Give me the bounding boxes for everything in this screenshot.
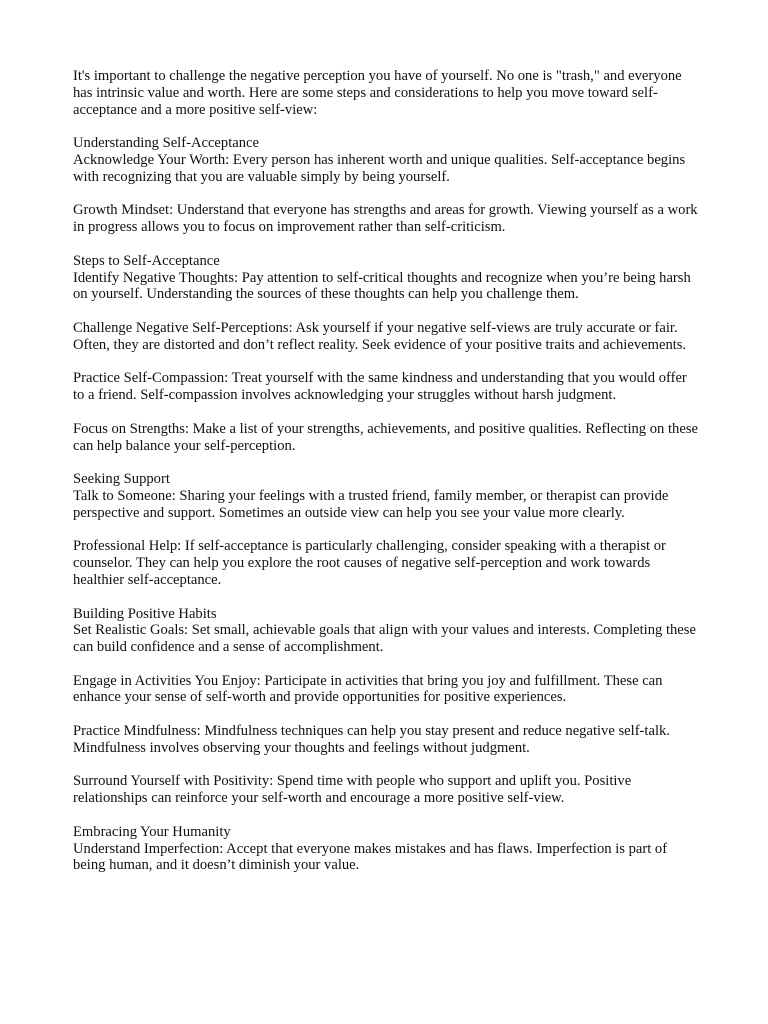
section-paragraph: Surround Yourself with Positivity: Spend time with people who support and uplift you. Positive relationships can reinforce your self-worth and encourage a more positive self-view. <box>73 773 632 807</box>
section-paragraph: Focus on Strengths: Make a list of your strengths, achievements, and positive qualities. Reflecting on these can help balance your self-perception. <box>73 420 698 454</box>
section-paragraph: Engage in Activities You Enjoy: Participate in activities that bring you joy and fulfillment. These can enhance your sense of self-worth and provide opportunities for positive experiences. <box>73 672 663 706</box>
section-paragraph: Set Realistic Goals: Set small, achievable goals that align with your values and interests. Completing these can build confidence and a sense of accomplishment. <box>73 622 696 656</box>
section-paragraph: Challenge Negative Self-Perceptions: Ask yourself if your negative self-views are truly accurate or fair. Often, they are distorted and don’t reflect reality. Seek evidence of your positive traits and achievements. <box>73 319 687 353</box>
section-paragraph: Professional Help: If self-acceptance is particularly challenging, consider speaking with a therapist or counselor. They can help you explore the root causes of negative self-perception and work towards healthier self-acceptance. <box>73 538 666 588</box>
section-paragraph: Understand Imperfection: Accept that everyone makes mistakes and has flaws. Imperfection is part of being human, and it doesn’t diminish your value. <box>73 840 668 874</box>
section-heading: Understanding Self-Acceptance <box>73 135 259 152</box>
section-paragraph: Practice Mindfulness: Mindfulness techniques can help you stay present and reduce negative self-talk. Mindfulness involves observing your thoughts and feelings without judgment. <box>73 723 670 756</box>
section-heading: Building Positive Habits <box>73 605 217 622</box>
section-paragraph: Identify Negative Thoughts: Pay attention to self-critical thoughts and recognize when you’re being harsh on yourself. Understanding the sources of these thoughts can help you challenge them. <box>73 269 691 303</box>
section-steps-to-self-acceptance <box>73 253 698 303</box>
section-paragraph: Acknowledge Your Worth: Every person has inherent worth and unique qualities. Self-acceptance begins with recognizing that you are valuable simply by being yourself. <box>73 151 686 185</box>
section-paragraph: Growth Mindset: Understand that everyone has strengths and areas for growth. Viewing yourself as a work in progress allows you to focus on improvement rather than self-criticism. <box>73 202 698 236</box>
section-building-positive-habits <box>73 606 698 656</box>
section-heading: Seeking Support <box>73 471 170 488</box>
section-paragraph: Talk to Someone: Sharing your feelings with a trusted friend, family member, or therapist can provide perspective and support. Sometimes an outside view can help you see your value more clearly. <box>73 487 669 521</box>
section-seeking-support <box>73 471 698 521</box>
intro-paragraph: It's important to challenge the negative perception you have of yourself. No one is "trash," and everyone has intrinsic value and worth. Here are some steps and considerations to help you move toward self-acceptance and a more positive self-view: <box>73 68 682 118</box>
section-embracing-your-humanity <box>73 824 698 874</box>
section-heading: Embracing Your Humanity <box>73 823 231 840</box>
section-understanding-self-acceptance <box>73 135 698 185</box>
document-page <box>73 68 698 891</box>
section-heading: Steps to Self-Acceptance <box>73 252 220 269</box>
section-paragraph: Practice Self-Compassion: Treat yourself with the same kindness and understanding that you would offer to a friend. Self-compassion involves acknowledging your struggles without harsh judgment. <box>73 370 687 404</box>
